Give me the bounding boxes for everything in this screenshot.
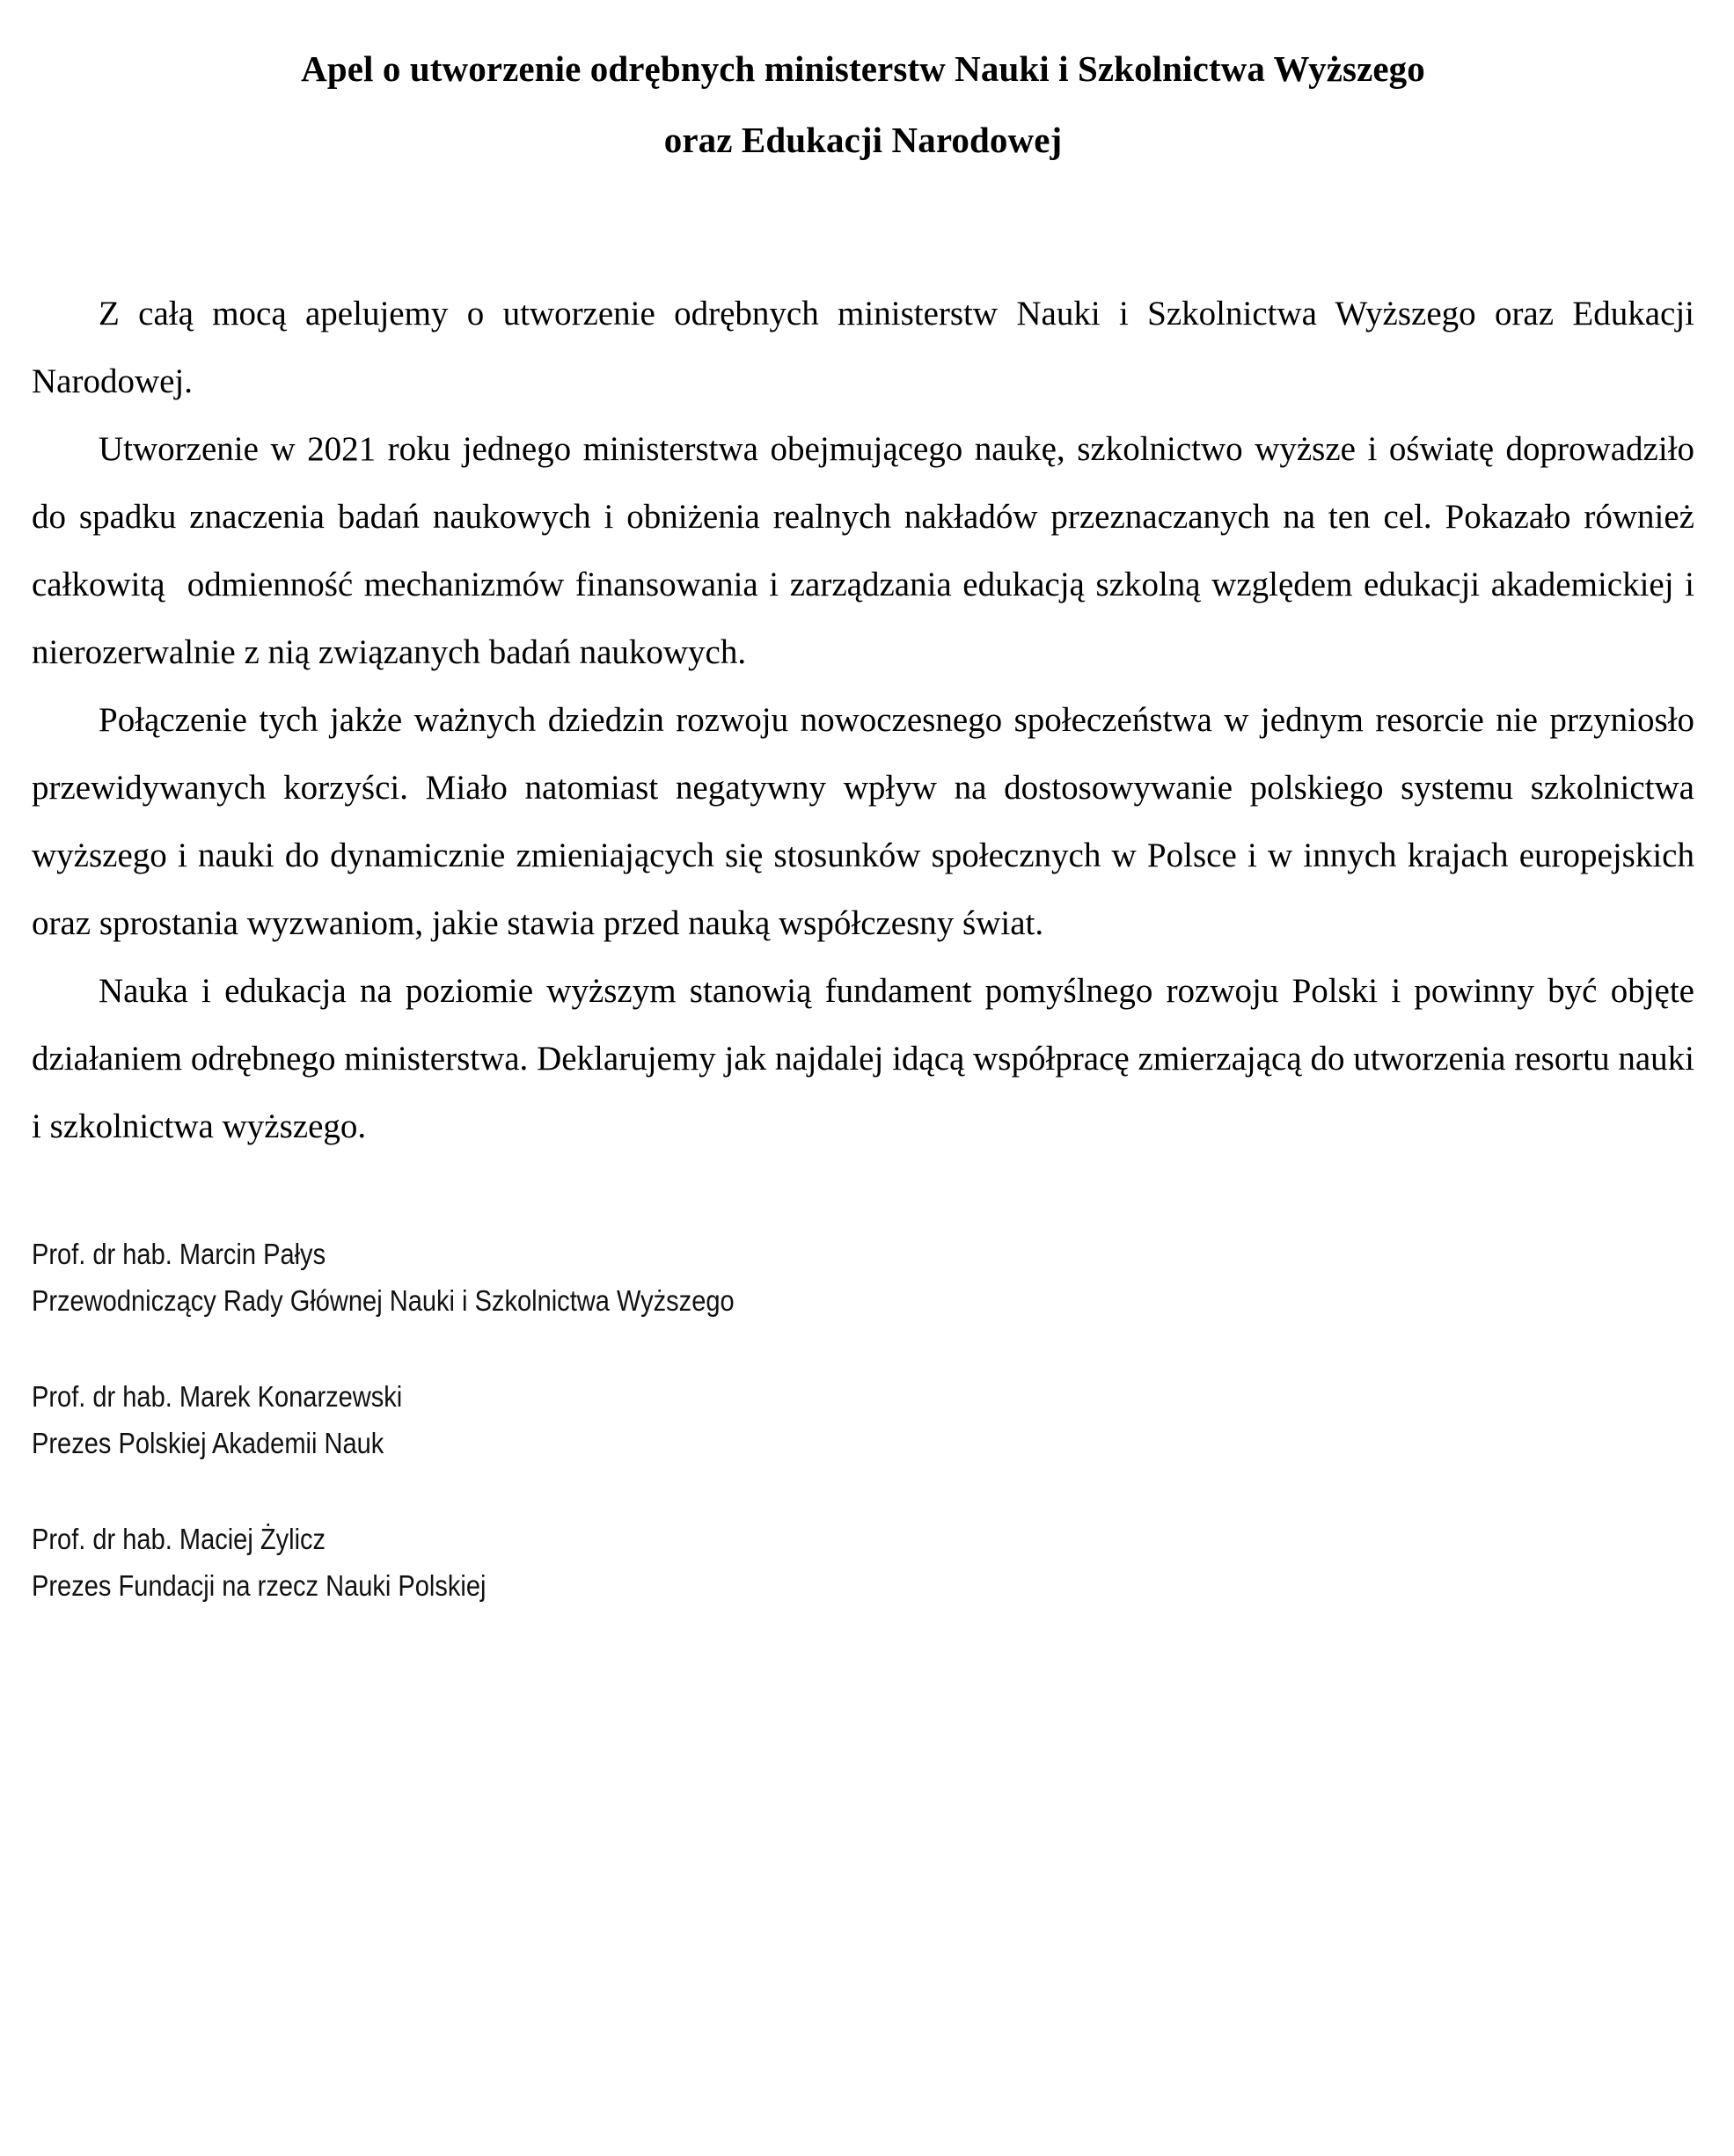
body-paragraph-1: Z całą mocą apelujemy o utworzenie odrębnych ministerstw Nauki i Szkolnictwa Wyższego oraz Edukacji Narodowej. [32, 294, 1703, 400]
signatory-name: Prof. dr hab. Marek Konarzewski [32, 1379, 403, 1413]
body-paragraph-2: Utworzenie w 2021 roku jednego ministerstwa obejmującego naukę, szkolnictwo wyższe i oświatę doprowadziło do spadku znaczenia badań naukowych i obniżenia realnych nakładów przeznaczanych na ten cel. Pokazało również całkowitą odmienność mechanizmów finansowania i zarządzania edukacją szkolną względem edukacji akademickiej i nierozerwalnie z nią związanych badań naukowych. [32, 429, 1703, 671]
signatory-role: Prezes Polskiej Akademii Nauk [32, 1426, 384, 1459]
signatory-name: Prof. dr hab. Maciej Żylicz [32, 1522, 326, 1555]
page-title-line-1: Apel o utworzenie odrębnych ministerstw Nauki i Szkolnictwa Wyższego [301, 48, 1425, 89]
body-paragraph-3: Połączenie tych jakże ważnych dziedzin rozwoju nowoczesnego społeczeństwa w jednym resorcie nie przyniosło przewidywanych korzyści. Miało natomiast negatywny wpływ na dostosowywanie polskiego systemu szkolnictwa wyższego i nauki do dynamicznie zmieniających się stosunków społecznych w Polsce i w innych krajach europejskich oraz sprostania wyzwaniom, jakie stawia przed nauką współczesny świat. [32, 700, 1703, 942]
signatory-role: Prezes Fundacji na rzecz Nauki Polskiej [32, 1568, 487, 1602]
body-paragraph-4: Nauka i edukacja na poziomie wyższym stanowią fundament pomyślnego rozwoju Polski i powinny być objęte działaniem odrębnego ministerstwa. Deklarujemy jak najdalej idącą współpracę zmierzającą do utworzenia resortu nauki i szkolnictwa wyższego. [32, 971, 1703, 1145]
page-title-line-2: oraz Edukacji Narodowej [663, 119, 1063, 160]
signatory-2 [32, 1373, 1495, 1466]
page-title [32, 40, 1694, 169]
signatory-role: Przewodniczący Rady Głównej Nauki i Szkolnictwa Wyższego [32, 1283, 735, 1317]
signatory-name: Prof. dr hab. Marcin Pałys [32, 1237, 326, 1270]
document-body [32, 280, 1703, 1160]
signature-block [32, 1231, 1694, 1609]
signatory-3 [32, 1516, 1495, 1609]
signatory-1 [32, 1231, 1495, 1324]
